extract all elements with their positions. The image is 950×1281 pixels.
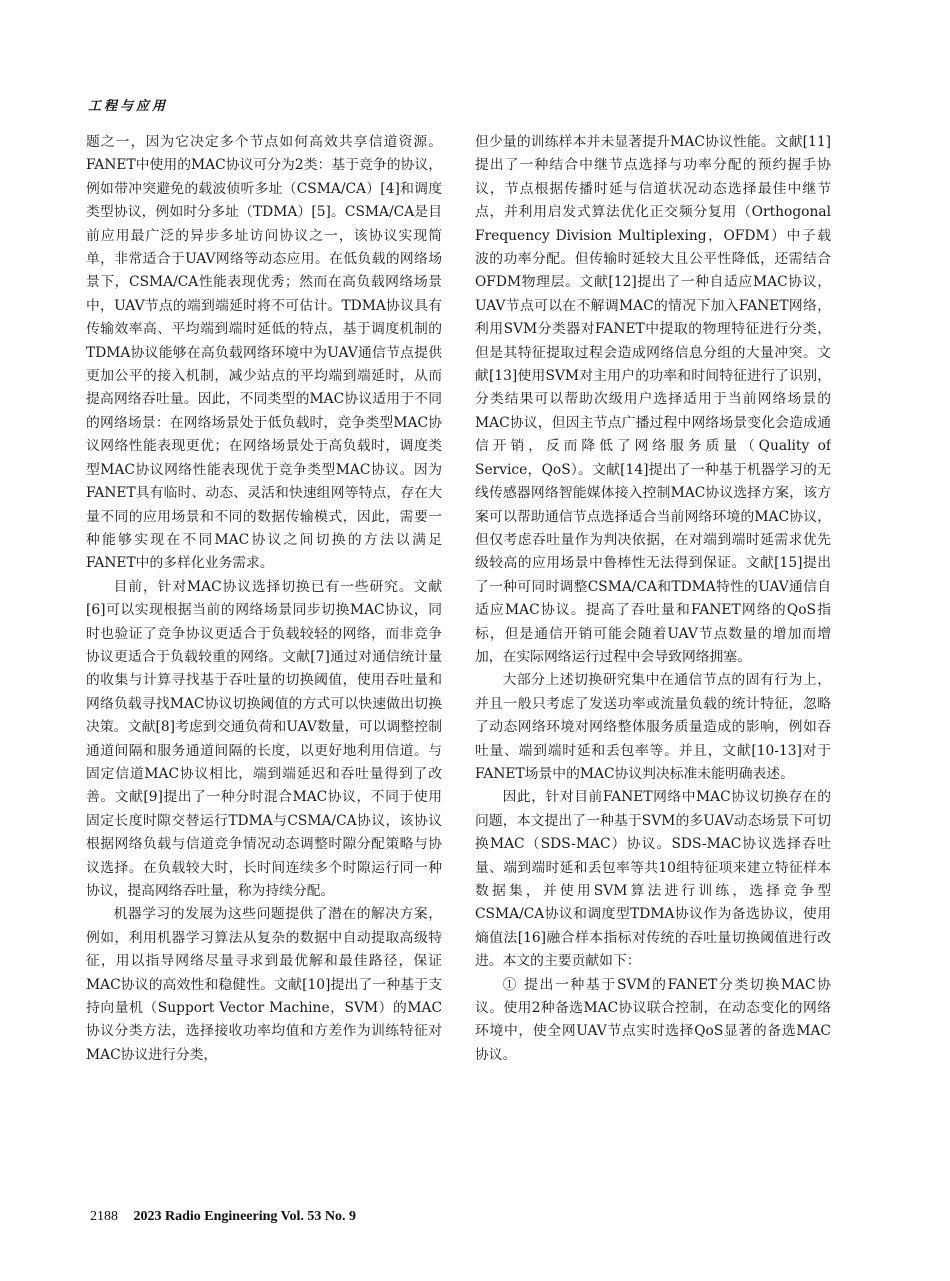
right-paragraph-4: ① 提出一种基于SVM的FANET分类切换MAC协议。使用2种备选MAC协议联合控制，在动态变化的网络环境中，使全网UAV节点实时选择QoS显著的备选MAC协议。: [475, 976, 831, 1063]
page-number: 2188: [90, 1209, 118, 1224]
left-paragraph-2: 目前，针对MAC协议选择切换已有一些研究。文献[6]可以实现根据当前的网络场景同步切换MAC协议，同时也验证了竞争协议更适合于负载较轻的网络，而非竞争协议更适合于负载较重的网络。文献[7]通过对通信统计量的收集与计算寻找基于吞吐量的切换阈值，使用吞吐量和网络负载寻找MAC协议切换阈值的方式可以快速做出切换决策。文献[8]考虑到交通负荷和UAV数量，可以调整控制通道间隔和服务通道间隔的长度，以更好地利用信道。与固定信道MAC协议相比，端到端延迟和吞吐量得到了改善。文献[9]提出了一种分时混合MAC协议，不同于使用固定长度时隙交替运行TDMA与CSMA/CA协议，该协议根据网络负载与信道竞争情况动态调整时隙分配策略与协议选择。在负载较大时，长时间连续多个时隙运行同一种协议，提高网络吞吐量，称为持续分配。: [86, 578, 442, 899]
right-paragraph-2: 大部分上述切换研究集中在通信节点的固有行为上，并且一般只考虑了发送功率或流量负载的统计特征，忽略了动态网络环境对网络整体服务质量造成的影响，例如吞吐量、端到端时延和丢包率等。并且，文献[10-13]对于FANET场景中的MAC协议判决标准未能明确表述。: [475, 672, 831, 782]
right-paragraph-1: 但少量的训练样本并未显著提升MAC协议性能。文献[11]提出了一种结合中继节点选择与功率分配的预约握手协议，节点根据传播时延与信道状况动态选择最佳中继节点，并利用启发式算法优化正交频分复用（Orthogonal Frequency Division Multiplexing，OFDM）中子载波的功率分配。但传输时延较大且公平性降低，还需结合OFDM物理层。文献[12]提出了一种自适应MAC协议，UAV节点可以在不解调MAC的情况下加入FANET网络，利用SVM分类器对FANET中提取的物理特征进行分类，但是其特征提取过程会造成网络信息分组的大量冲突。文献[13]使用SVM对主用户的功率和时间特征进行了识别，分类结果可以帮助次级用户选择适用于当前网络场景的MAC协议，但因主节点广播过程中网络场景变化会造成通信开销，反而降低了网络服务质量（Quality of Service，QoS）。文献[14]提出了一种基于机器学习的无线传感器网络智能媒体接入控制MAC协议选择方案，该方案可以帮助通信节点选择适合当前网络环境的MAC协议，但仅考虑吞吐量作为判决依据，在对端到端时延需求优先级较高的应用场景中鲁棒性无法得到保证。文献[15]提出了一种可同时调整CSMA/CA和TDMA特性的UAV通信自适应MAC协议。提高了吞吐量和FANET网络的QoS指标，但是通信开销可能会随着UAV节点数量的增加而增加，在实际网络运行过程中会导致网络拥塞。: [475, 134, 831, 665]
running-title: 工程与应用: [88, 99, 169, 114]
left-paragraph-1: 题之一，因为它决定多个节点如何高效共享信道资源。FANET中使用的MAC协议可分为2类：基于竞争的协议，例如带冲突避免的载波侦听多址（CSMA/CA）[4]和调度类型协议，例如时分多址（TDMA）[5]。CSMA/CA是目前应用最广泛的异步多址访问协议之一，该协议实现简单，非常适合于UAV网络等动态应用。在低负载的网络场景下，CSMA/CA性能表现优秀；然而在高负载网络场景中，UAV节点的端到端延时将不可估计。TDMA协议具有传输效率高、平均端到端时延低的特点，基于调度机制的TDMA协议能够在高负载网络环境中为UAV通信节点提供更加公平的接入机制，减少站点的平均端到端延时，从而提高网络吞吐量。因此，不同类型的MAC协议适用于不同的网络场景：在网络场景处于低负载时，竞争类型MAC协议网络性能表现更优；在网络场景处于高负载时，调度类型MAC协议网络性能表现优于竞争类型MAC协议。因为FANET具有临时、动态、灵活和快速组网等特点，存在大量不同的应用场景和不同的数据传输模式，因此，需要一种能够实现在不同MAC协议之间切换的方法以满足FANET中的多样化业务需求。: [86, 134, 442, 572]
right-paragraph-3: 因此，针对目前FANET网络中MAC协议切换存在的问题，本文提出了一种基于SVM的多UAV动态场景下可切换MAC（SDS-MAC）协议。SDS-MAC协议选择吞吐量、端到端时延和丢包率等共10组特征项来建立特征样本数据集，并使用SVM算法进行训练，选择竞争型CSMA/CA协议和调度型TDMA协议作为备选协议，使用熵值法[16]融合样本指标对传统的吞吐量切换阈值进行改进。本文的主要贡献如下：: [475, 789, 831, 970]
left-paragraph-3: 机器学习的发展为这些问题提供了潜在的解决方案，例如，利用机器学习算法从复杂的数据中自动提取高级特征，用以指导网络尽量寻求到最优解和最佳路径，保证MAC协议的高效性和稳健性。文献[10]提出了一种基于支持向量机（Support Vector Machine，SVM）的MAC协议分类方法，选择接收功率均值和方差作为训练特征对MAC协议进行分类，: [86, 906, 442, 1063]
journal-citation: 2023 Radio Engineering Vol. 53 No. 9: [133, 1209, 356, 1224]
left-column: [86, 131, 442, 1067]
right-column: [475, 131, 831, 1067]
page-footer: [90, 1209, 356, 1225]
